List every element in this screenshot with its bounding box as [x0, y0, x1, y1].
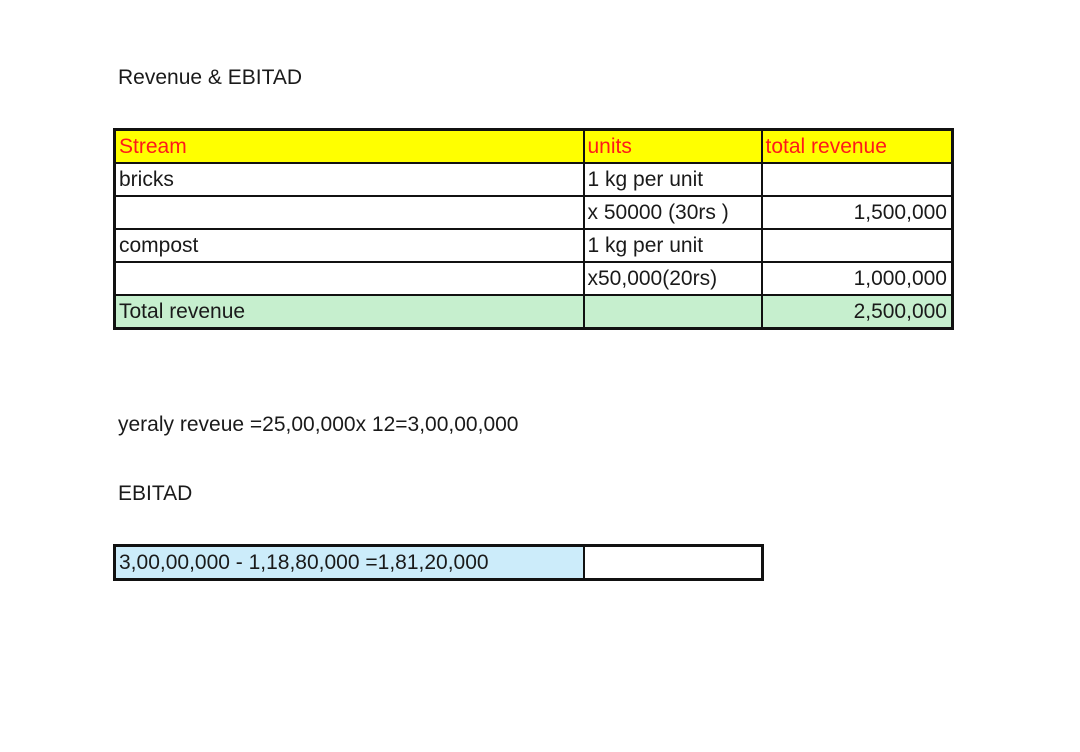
header-units[interactable]: units — [584, 130, 762, 164]
table-row — [115, 262, 953, 295]
header-stream[interactable]: Stream — [115, 130, 584, 164]
table-header-row — [115, 130, 953, 164]
total-label[interactable]: Total revenue — [115, 295, 584, 329]
table-row — [115, 163, 953, 196]
page-title: Revenue & EBITAD — [118, 66, 303, 89]
table-row — [115, 546, 763, 580]
cell-total-revenue[interactable]: 1,000,000 — [762, 262, 953, 295]
revenue-table — [113, 128, 954, 330]
cell-total-revenue[interactable] — [762, 229, 953, 262]
cell-stream[interactable] — [115, 196, 584, 229]
yearly-revenue-line: yeraly reveue =25,00,000x 12=3,00,00,000 — [118, 413, 519, 436]
cell-total-revenue[interactable] — [762, 163, 953, 196]
ebitad-formula-cell[interactable]: 3,00,00,000 - 1,18,80,000 =1,81,20,000 — [115, 546, 584, 580]
cell-units[interactable]: x 50000 (30rs ) — [584, 196, 762, 229]
total-value[interactable]: 2,500,000 — [762, 295, 953, 329]
total-row — [115, 295, 953, 329]
cell-units[interactable]: 1 kg per unit — [584, 163, 762, 196]
header-total-revenue[interactable]: total revenue — [762, 130, 953, 164]
total-units[interactable] — [584, 295, 762, 329]
cell-stream[interactable] — [115, 262, 584, 295]
ebitad-empty-cell[interactable] — [584, 546, 763, 580]
cell-total-revenue[interactable]: 1,500,000 — [762, 196, 953, 229]
table-row — [115, 196, 953, 229]
cell-stream[interactable]: compost — [115, 229, 584, 262]
cell-units[interactable]: x50,000(20rs) — [584, 262, 762, 295]
cell-stream[interactable]: bricks — [115, 163, 584, 196]
cell-units[interactable]: 1 kg per unit — [584, 229, 762, 262]
ebitad-table — [113, 544, 764, 581]
ebitad-label: EBITAD — [118, 482, 193, 505]
table-row — [115, 229, 953, 262]
